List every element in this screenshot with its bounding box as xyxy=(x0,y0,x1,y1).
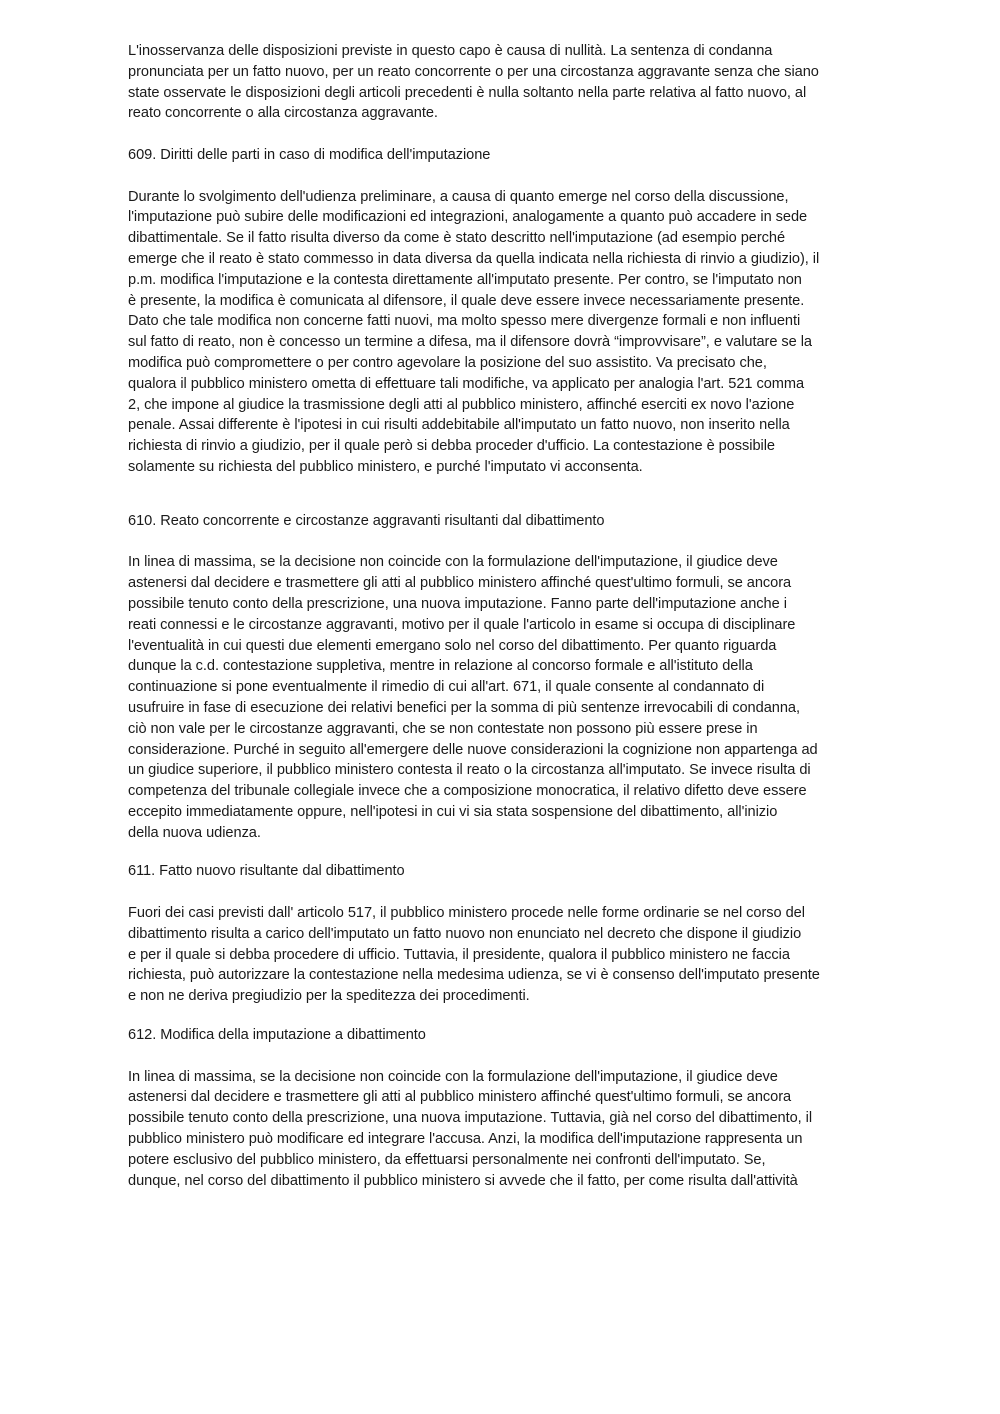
text-line: considerazione. Purché in seguito all'emergere delle nuove considerazioni la cognizione non appartenga ad xyxy=(128,741,818,758)
text-line: astenersi dal decidere e trasmettere gli atti al pubblico ministero affinché quest'ultimo formuli, se ancora xyxy=(128,575,792,592)
text-line: modifica può compromettere o per contro agevolare la posizione del suo assistito. Va precisato che, xyxy=(128,354,767,371)
paragraph-611 xyxy=(128,903,872,1007)
text-line: della nuova udienza. xyxy=(128,824,261,841)
text-line: ciò non vale per le circostanze aggravanti, che se non contestate non possono più essere prese in xyxy=(128,720,758,737)
heading-611: 611. Fatto nuovo risultante dal dibattimento xyxy=(128,863,405,880)
text-line: state osservate le disposizioni degli articoli precedenti è nulla soltanto nella parte relativa al fatto nuovo, al xyxy=(128,84,807,101)
heading-609: 609. Diritti delle parti in caso di modifica dell'imputazione xyxy=(128,146,491,163)
text-line: possibile tenuto conto della prescrizione, una nuova imputazione. Tuttavia, già nel corso del dibattimento, il xyxy=(128,1110,813,1127)
text-line: dunque la c.d. contestazione suppletiva, mentre in relazione al concorso formale e all'istituto della xyxy=(128,658,753,675)
text-line: reato concorrente o alla circostanza aggravante. xyxy=(128,105,438,122)
text-line: p.m. modifica l'imputazione e la contesta direttamente all'imputato presente. Per contro, se l'imputato non xyxy=(128,271,802,288)
text-line: sul fatto di reato, non è concesso un termine a difesa, ma il difensore dovrà “improvvisare”, e valutare se la xyxy=(128,334,812,351)
text-line: solamente su richiesta del pubblico ministero, e purché l'imputato vi acconsenta. xyxy=(128,458,643,475)
text-line: e non ne deriva pregiudizio per la speditezza dei procedimenti. xyxy=(128,988,530,1005)
text-line: competenza del tribunale collegiale invece che a composizione monocratica, il relativo difetto deve essere xyxy=(128,783,807,800)
spacer xyxy=(128,843,872,861)
heading-610: 610. Reato concorrente e circostanze aggravanti risultanti dal dibattimento xyxy=(128,512,605,529)
text-line: penale. Assai differente è l'ipotesi in cui risulti addebitabile all'imputato un fatto nuovo, non inserito nella xyxy=(128,417,790,434)
paragraph-609 xyxy=(128,187,872,478)
spacer xyxy=(128,166,872,187)
spacer xyxy=(128,1046,872,1067)
spacer xyxy=(128,124,872,145)
spacer xyxy=(128,532,872,553)
text-line: possibile tenuto conto della prescrizione, una nuova imputazione. Fanno parte dell'imputazione anche i xyxy=(128,595,787,612)
intro-paragraph xyxy=(128,41,872,124)
heading-612: 612. Modifica della imputazione a dibattimento xyxy=(128,1027,426,1044)
text-line: è presente, la modifica è comunicata al difensore, il quale deve essere invece necessariamente presente. xyxy=(128,292,805,309)
text-line: 2, che impone al giudice la trasmissione degli atti al pubblico ministero, affinché eserciti ex novo l'azione xyxy=(128,396,795,413)
text-line: dibattimento risulta a carico dell'imputato un fatto nuovo non enunciato nel decreto che dispone il giudizio xyxy=(128,925,802,942)
text-line: potere esclusivo del pubblico ministero, da effettuarsi personalmente nei confronti dell'imputato. Se, xyxy=(128,1151,766,1168)
text-line: pronunciata per un fatto nuovo, per un reato concorrente o per una circostanza aggravante senza che siano xyxy=(128,63,819,80)
text-line: L'inosservanza delle disposizioni previste in questo capo è causa di nullità. La sentenza di condanna xyxy=(128,43,773,59)
text-line: l'imputazione può subire delle modificazioni ed integrazioni, analogamente a quanto può accadere in sede xyxy=(128,209,808,226)
text-line: emerge che il reato è stato commesso in data diversa da quella indicata nella richiesta di rinvio a giudizio), il xyxy=(128,250,820,267)
text-line: usufruire in fase di esecuzione dei relativi benefici per la somma di più sentenze irrevocabili di condanna, xyxy=(128,699,800,716)
text-line: pubblico ministero può modificare ed integrare l'accusa. Anzi, la modifica dell'imputazione rappresenta un xyxy=(128,1131,803,1148)
text-line: In linea di massima, se la decisione non coincide con la formulazione dell'imputazione, il giudice deve xyxy=(128,554,778,571)
text-line: Fuori dei casi previsti dall' articolo 517, il pubblico ministero procede nelle forme ordinarie se nel corso del xyxy=(128,905,805,922)
paragraph-610 xyxy=(128,552,872,843)
text-line: un giudice superiore, il pubblico ministero contesta il reato o la circostanza all'imputato. Se invece risulta di xyxy=(128,762,811,779)
text-line: richiesta, può autorizzare la contestazione nella medesima udienza, se vi è consenso dell'imputato presente xyxy=(128,967,820,984)
text-line: dunque, nel corso del dibattimento il pubblico ministero si avvede che il fatto, per come risulta dall'attività xyxy=(128,1172,798,1189)
paragraph-612 xyxy=(128,1067,872,1192)
text-line: richiesta di rinvio a giudizio, per il quale però si debba proceder d'ufficio. La contestazione è possibile xyxy=(128,438,775,455)
text-line: In linea di massima, se la decisione non coincide con la formulazione dell'imputazione, il giudice deve xyxy=(128,1068,778,1085)
spacer xyxy=(128,1007,872,1025)
text-line: e per il quale si debba procedere di ufficio. Tuttavia, il presidente, qualora il pubblico ministero ne faccia xyxy=(128,946,790,963)
text-line: Dato che tale modifica non concerne fatti nuovi, ma molto spesso mere divergenze formali e non influenti xyxy=(128,313,801,330)
text-line: dibattimentale. Se il fatto risulta diverso da come è stato descritto nell'imputazione (ad esempio perché xyxy=(128,230,786,247)
spacer xyxy=(128,478,872,511)
text-line: l'eventualità in cui questi due elementi emergano solo nel corso del dibattimento. Per quanto riguarda xyxy=(128,637,777,654)
document-page xyxy=(128,41,872,1191)
text-line: reati connessi e le circostanze aggravanti, motivo per il quale l'articolo in esame si occupa di disciplinare xyxy=(128,616,796,633)
text-line: astenersi dal decidere e trasmettere gli atti al pubblico ministero affinché quest'ultimo formuli, se ancora xyxy=(128,1089,792,1106)
text-line: eccepito immediatamente oppure, nell'ipotesi in cui vi sia stata sospensione del dibattimento, all'inizio xyxy=(128,803,778,820)
text-line: Durante lo svolgimento dell'udienza preliminare, a causa di quanto emerge nel corso della discussione, xyxy=(128,188,789,205)
spacer xyxy=(128,882,872,903)
text-line: continuazione si pone eventualmente il rimedio di cui all'art. 671, il quale consente al condannato di xyxy=(128,679,765,696)
text-line: qualora il pubblico ministero ometta di effettuare tali modifiche, va applicato per analogia l'art. 521 comma xyxy=(128,375,805,392)
